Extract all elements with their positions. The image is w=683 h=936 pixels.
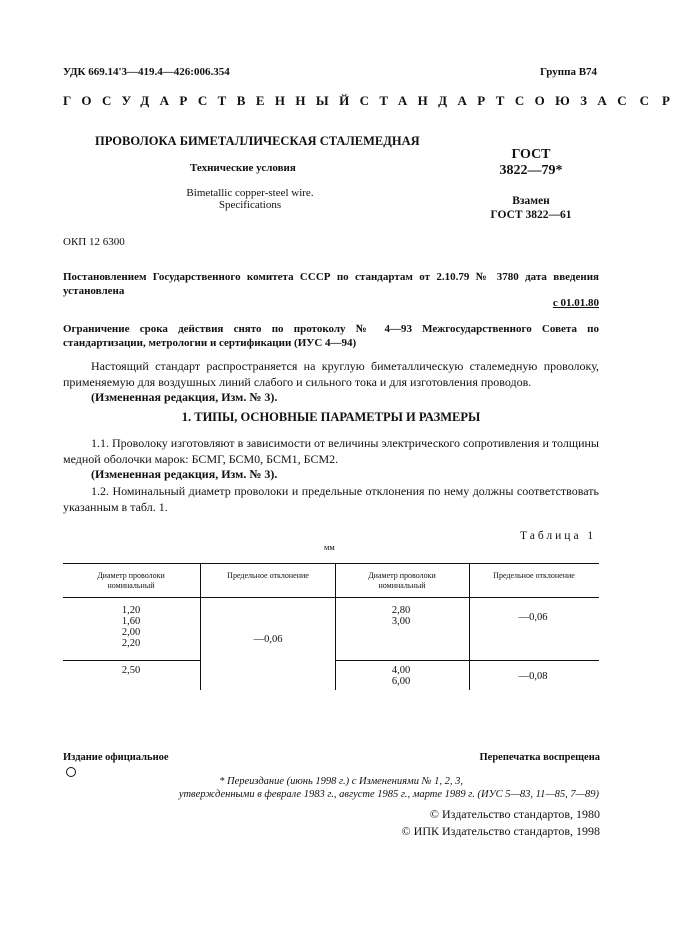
table-top-rule [63,563,599,564]
reissue-note-line1: * Переиздание (июнь 1998 г.) с Изменениями № 1, 2, 3, [219,776,463,787]
clause-1-1-revision: (Измененная редакция, Изм. № 3). [91,467,278,481]
table-right-row-rule [335,660,599,661]
table-cell: 2,00 [121,627,141,638]
table-cell: 1,20 [121,605,141,616]
copyright-1998: © ИПК Издательство стандартов, 1998 [401,824,600,838]
reissue-note-line2: утвержденными в феврале 1983 г., августе 1985 г., марте 1989 г. (ИУС 5—83, 11—85, 7—89) [178,789,599,800]
banner-word-3: СОЮЗА [514,93,618,108]
reprint-prohibited: Перепечатка воспрещена [479,752,600,763]
copyright-1980: © Издательство стандартов, 1980 [429,807,600,821]
state-standard-banner [63,93,683,109]
table-divider-3 [469,563,470,690]
right-deviation-2: —0,08 [518,671,548,682]
table-cell: 6,00 [391,676,411,687]
table-divider-2 [335,563,336,690]
header-deviation-left: Предельное отклонение [227,571,309,580]
official-edition: Издание официальное [63,752,169,763]
banner-word-1: ГОСУДАРСТВЕННЫЙ [63,93,360,108]
replaces-block [476,194,586,222]
table-cell: 4,00 [391,665,411,676]
decree-date: с 01.01.80 [552,297,599,309]
left-diameter-group-2 [93,665,169,676]
gost-number: 3822—79* [499,163,563,178]
left-diameter-group-1 [93,605,169,649]
table-1 [63,563,599,690]
clause-1-2: 1.2. Номинальный диаметр проволоки и предельные отклонения по нему должны соответствовать указанным в табл. 1. [63,484,599,514]
table-cell: 2,50 [121,665,141,676]
table-unit: мм [324,542,335,552]
table-cell: 3,00 [391,616,411,627]
group-code: Группа В74 [540,66,598,78]
section-heading: 1. ТИПЫ, ОСНОВНЫЕ ПАРАМЕТРЫ И РАЗМЕРЫ [181,410,481,424]
right-diameter-group-2 [363,665,439,687]
left-deviation: —0,06 [253,634,283,645]
english-title [180,187,320,211]
document-title: ПРОВОЛОКА БИМЕТАЛЛИЧЕСКАЯ СТАЛЕМЕДНАЯ [95,134,420,148]
header-diameter-right: Диаметр проволоки номинальный [368,571,436,590]
replaces-label: Взамен [512,195,550,207]
table-left-row-rule [63,660,200,661]
right-diameter-group-1 [363,605,439,627]
table-header-rule [63,597,599,598]
gost-label: ГОСТ [511,147,551,162]
intro-paragraph: Настоящий стандарт распространяется на круглую биметаллическую сталемедную проволоку, применяемую для воздушных линий слабого и сильного тока и для изготовления проводов. [63,359,599,389]
clause-1-1: 1.1. Проволоку изготовляют в зависимости от величины электрического сопротивления и толщины медной оболочки марок: БСМГ, БСМ0, БСМ1, БСМ2. [63,436,599,466]
banner-word-2: СТАНДАРТ [359,93,515,108]
decree-text: Постановлением Государственного комитета СССР по стандартам от 2.10.79 № 3780 дата введения установлена [63,271,599,297]
right-deviation-1: —0,06 [518,612,548,623]
table-cell: 1,60 [121,616,141,627]
document-subtitle: Технические условия [190,162,296,174]
gost-designation [476,147,586,179]
table-cell: 2,80 [391,605,411,616]
limitation-note: Ограничение срока действия снято по протоколу № 4—93 Межгосударственного Совета по стандартизации, метрологии и сертификации (ИУС 4—94) [63,323,599,349]
okp-code: ОКП 12 6300 [63,236,125,248]
header-deviation-right: Предельное отклонение [493,571,575,580]
replaces-value: ГОСТ 3822—61 [490,209,572,221]
table-caption: Таблица 1 [520,530,597,542]
udk-code: УДК 669.14'3—419.4—426:006.354 [63,66,230,78]
table-cell: 2,20 [121,638,141,649]
english-title-line2: Specifications [218,199,282,211]
banner-word-4: ССР [617,93,683,108]
header-diameter-left: Диаметр проволоки номинальный [97,571,165,590]
intro-revision: (Измененная редакция, Изм. № 3). [91,390,278,404]
table-divider-1 [200,563,201,690]
english-title-line1: Bimetallic copper-steel wire. [186,187,314,199]
